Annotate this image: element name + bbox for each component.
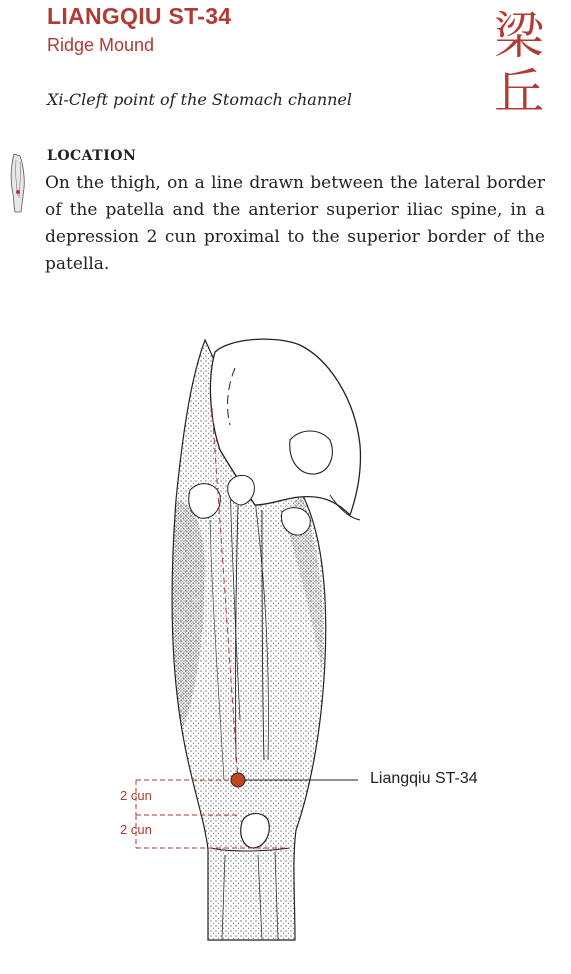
location-heading: LOCATION xyxy=(47,148,137,164)
chinese-character-2: 丘 xyxy=(494,63,544,121)
point-category: Xi-Cleft point of the Stomach channel xyxy=(47,90,353,109)
cun-label-lower: 2 cun xyxy=(120,822,152,837)
chinese-character-1: 梁 xyxy=(494,7,544,65)
acupoint-label: Liangqiu ST-34 xyxy=(370,770,478,787)
thigh-anatomy-illustration xyxy=(0,330,571,950)
greater-trochanter xyxy=(189,484,221,519)
cun-label-upper: 2 cun xyxy=(120,788,152,803)
point-subtitle: Ridge Mound xyxy=(47,35,155,55)
point-title: LIANGQIU ST-34 xyxy=(47,3,232,29)
chinese-characters xyxy=(487,8,551,120)
location-description: On the thigh, on a line drawn between the lateral border of the patella and the anterior superior iliac spine, in a depression 2 cun proximal to the superior border of the patella. xyxy=(45,173,545,274)
acupoint-marker xyxy=(231,773,245,787)
leg-thumbnail-icon xyxy=(8,152,30,214)
